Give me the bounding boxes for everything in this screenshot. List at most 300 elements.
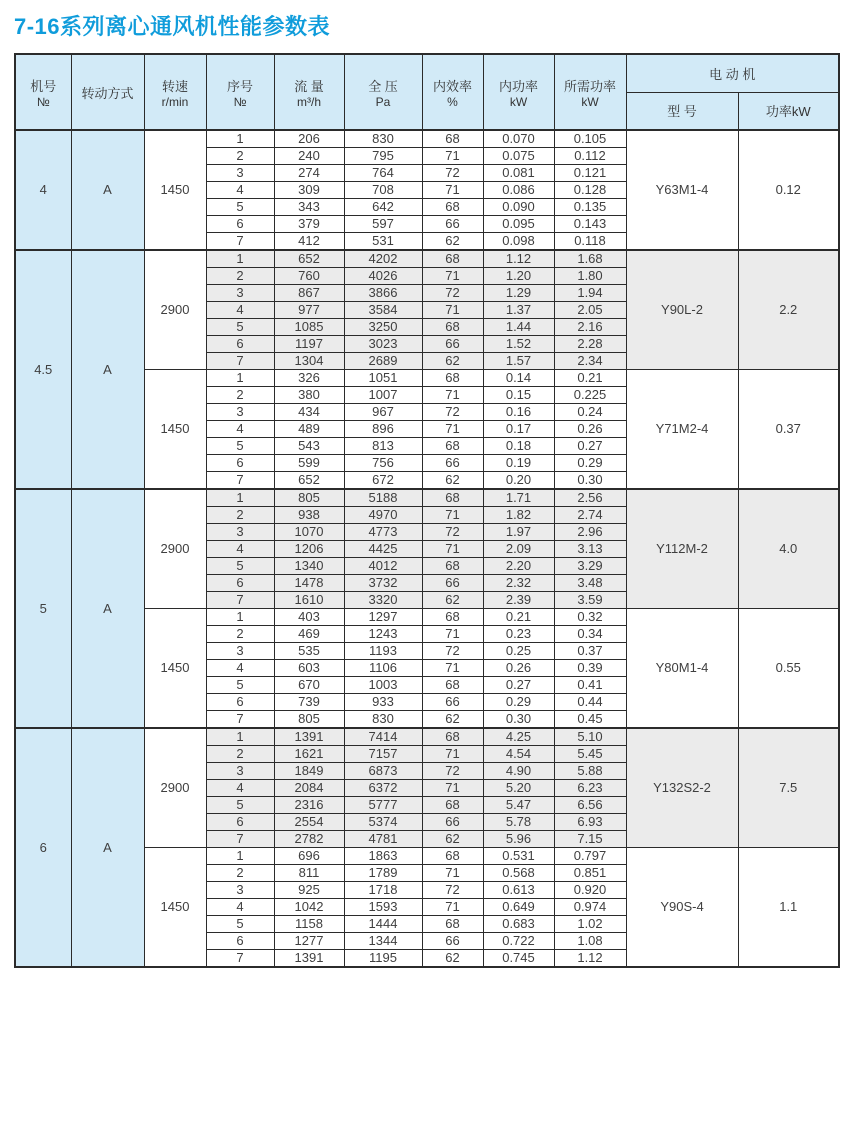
internal-power-cell: 1.71 — [483, 489, 554, 507]
pressure-cell: 1444 — [344, 916, 422, 933]
flow-cell: 867 — [274, 285, 344, 302]
serial-cell: 1 — [206, 728, 274, 746]
internal-power-cell: 0.098 — [483, 233, 554, 251]
efficiency-cell: 62 — [422, 711, 483, 729]
internal-power-cell: 0.070 — [483, 130, 554, 148]
flow-cell: 1391 — [274, 950, 344, 968]
flow-cell: 670 — [274, 677, 344, 694]
required-power-cell: 0.44 — [554, 694, 626, 711]
required-power-cell: 0.34 — [554, 626, 626, 643]
col-header-machine-no — [15, 54, 71, 130]
rotation-cell: A — [71, 489, 144, 728]
pressure-cell: 1003 — [344, 677, 422, 694]
internal-power-cell: 0.29 — [483, 694, 554, 711]
flow-cell: 2782 — [274, 831, 344, 848]
header-text: m³/h — [297, 94, 321, 109]
flow-cell: 2554 — [274, 814, 344, 831]
col-header-efficiency — [422, 54, 483, 130]
required-power-cell: 1.94 — [554, 285, 626, 302]
internal-power-cell: 0.19 — [483, 455, 554, 472]
machine-no-cell: 4 — [15, 130, 71, 250]
speed-cell: 2900 — [144, 250, 206, 370]
serial-cell: 1 — [206, 370, 274, 387]
pressure-cell: 1106 — [344, 660, 422, 677]
motor-model-cell: Y132S2-2 — [626, 728, 738, 848]
efficiency-cell: 71 — [422, 421, 483, 438]
flow-cell: 1340 — [274, 558, 344, 575]
header-row-1 — [15, 54, 839, 92]
col-header-speed — [144, 54, 206, 130]
col-header-motor-power: 功率kW — [738, 92, 839, 130]
efficiency-cell: 72 — [422, 763, 483, 780]
efficiency-cell: 71 — [422, 387, 483, 404]
internal-power-cell: 1.29 — [483, 285, 554, 302]
flow-cell: 805 — [274, 711, 344, 729]
flow-cell: 1849 — [274, 763, 344, 780]
required-power-cell: 0.26 — [554, 421, 626, 438]
efficiency-cell: 68 — [422, 130, 483, 148]
required-power-cell: 0.118 — [554, 233, 626, 251]
motor-power-cell: 7.5 — [738, 728, 839, 848]
flow-cell: 603 — [274, 660, 344, 677]
internal-power-cell: 0.30 — [483, 711, 554, 729]
flow-cell: 1391 — [274, 728, 344, 746]
flow-cell: 206 — [274, 130, 344, 148]
required-power-cell: 0.121 — [554, 165, 626, 182]
pressure-cell: 830 — [344, 711, 422, 729]
pressure-cell: 830 — [344, 130, 422, 148]
required-power-cell: 0.24 — [554, 404, 626, 421]
serial-cell: 3 — [206, 643, 274, 660]
serial-cell: 3 — [206, 285, 274, 302]
flow-cell: 1070 — [274, 524, 344, 541]
flow-cell: 599 — [274, 455, 344, 472]
serial-cell: 1 — [206, 250, 274, 268]
pressure-cell: 4970 — [344, 507, 422, 524]
required-power-cell: 0.41 — [554, 677, 626, 694]
flow-cell: 2084 — [274, 780, 344, 797]
efficiency-cell: 72 — [422, 165, 483, 182]
required-power-cell: 2.56 — [554, 489, 626, 507]
header-text: kW — [509, 94, 528, 109]
pressure-cell: 1718 — [344, 882, 422, 899]
serial-cell: 4 — [206, 421, 274, 438]
serial-cell: 4 — [206, 660, 274, 677]
required-power-cell: 0.135 — [554, 199, 626, 216]
required-power-cell: 3.29 — [554, 558, 626, 575]
required-power-cell: 0.225 — [554, 387, 626, 404]
required-power-cell: 2.16 — [554, 319, 626, 336]
flow-cell: 2316 — [274, 797, 344, 814]
flow-cell: 652 — [274, 472, 344, 490]
pressure-cell: 4781 — [344, 831, 422, 848]
required-power-cell: 0.105 — [554, 130, 626, 148]
table-body — [15, 130, 839, 967]
header-text: 机号 — [30, 78, 57, 94]
flow-cell: 1206 — [274, 541, 344, 558]
speed-cell: 1450 — [144, 370, 206, 490]
table-row — [15, 130, 839, 148]
rotation-cell: A — [71, 728, 144, 967]
internal-power-cell: 4.90 — [483, 763, 554, 780]
motor-model-cell: Y90S-4 — [626, 848, 738, 968]
internal-power-cell: 1.37 — [483, 302, 554, 319]
serial-cell: 7 — [206, 233, 274, 251]
table-row — [15, 250, 839, 268]
serial-cell: 3 — [206, 882, 274, 899]
pressure-cell: 1007 — [344, 387, 422, 404]
required-power-cell: 0.143 — [554, 216, 626, 233]
internal-power-cell: 0.17 — [483, 421, 554, 438]
required-power-cell: 1.12 — [554, 950, 626, 968]
internal-power-cell: 5.20 — [483, 780, 554, 797]
header-text: Pa — [375, 94, 391, 109]
pressure-cell: 672 — [344, 472, 422, 490]
pressure-cell: 764 — [344, 165, 422, 182]
header-text: 转速 — [161, 78, 188, 94]
speed-cell: 1450 — [144, 130, 206, 250]
serial-cell: 7 — [206, 353, 274, 370]
internal-power-cell: 5.96 — [483, 831, 554, 848]
col-header-internal-power — [483, 54, 554, 130]
header-text: 序号 — [226, 78, 253, 94]
serial-cell: 7 — [206, 592, 274, 609]
pressure-cell: 3320 — [344, 592, 422, 609]
table-row — [15, 728, 839, 746]
efficiency-cell: 66 — [422, 694, 483, 711]
flow-cell: 811 — [274, 865, 344, 882]
efficiency-cell: 72 — [422, 882, 483, 899]
pressure-cell: 3250 — [344, 319, 422, 336]
serial-cell: 3 — [206, 524, 274, 541]
flow-cell: 326 — [274, 370, 344, 387]
header-text: № — [233, 94, 247, 109]
efficiency-cell: 71 — [422, 268, 483, 285]
internal-power-cell: 1.52 — [483, 336, 554, 353]
motor-model-cell: Y71M2-4 — [626, 370, 738, 490]
internal-power-cell: 0.095 — [483, 216, 554, 233]
pressure-cell: 4425 — [344, 541, 422, 558]
internal-power-cell: 4.54 — [483, 746, 554, 763]
pressure-cell: 967 — [344, 404, 422, 421]
required-power-cell: 7.15 — [554, 831, 626, 848]
flow-cell: 274 — [274, 165, 344, 182]
pressure-cell: 5374 — [344, 814, 422, 831]
serial-cell: 2 — [206, 148, 274, 165]
efficiency-cell: 72 — [422, 524, 483, 541]
internal-power-cell: 0.568 — [483, 865, 554, 882]
efficiency-cell: 66 — [422, 336, 483, 353]
efficiency-cell: 66 — [422, 216, 483, 233]
serial-cell: 1 — [206, 609, 274, 626]
required-power-cell: 5.45 — [554, 746, 626, 763]
pressure-cell: 1195 — [344, 950, 422, 968]
serial-cell: 7 — [206, 711, 274, 729]
machine-no-cell: 5 — [15, 489, 71, 728]
internal-power-cell: 0.27 — [483, 677, 554, 694]
internal-power-cell: 5.47 — [483, 797, 554, 814]
pressure-cell: 1051 — [344, 370, 422, 387]
serial-cell: 5 — [206, 916, 274, 933]
motor-power-cell: 1.1 — [738, 848, 839, 968]
internal-power-cell: 0.21 — [483, 609, 554, 626]
col-header-flow — [274, 54, 344, 130]
flow-cell: 938 — [274, 507, 344, 524]
efficiency-cell: 71 — [422, 626, 483, 643]
flow-cell: 469 — [274, 626, 344, 643]
header-text: r/min — [161, 94, 189, 109]
col-header-required-power — [554, 54, 626, 130]
pressure-cell: 813 — [344, 438, 422, 455]
flow-cell: 343 — [274, 199, 344, 216]
serial-cell: 4 — [206, 182, 274, 199]
pressure-cell: 3584 — [344, 302, 422, 319]
flow-cell: 1610 — [274, 592, 344, 609]
pressure-cell: 4202 — [344, 250, 422, 268]
internal-power-cell: 5.78 — [483, 814, 554, 831]
col-header-serial — [206, 54, 274, 130]
serial-cell: 2 — [206, 268, 274, 285]
pressure-cell: 1297 — [344, 609, 422, 626]
flow-cell: 1621 — [274, 746, 344, 763]
efficiency-cell: 68 — [422, 370, 483, 387]
efficiency-cell: 66 — [422, 814, 483, 831]
efficiency-cell: 71 — [422, 865, 483, 882]
speed-cell: 2900 — [144, 728, 206, 848]
flow-cell: 652 — [274, 250, 344, 268]
internal-power-cell: 1.82 — [483, 507, 554, 524]
efficiency-cell: 68 — [422, 489, 483, 507]
serial-cell: 7 — [206, 831, 274, 848]
pressure-cell: 7157 — [344, 746, 422, 763]
flow-cell: 380 — [274, 387, 344, 404]
pressure-cell: 5777 — [344, 797, 422, 814]
serial-cell: 4 — [206, 302, 274, 319]
internal-power-cell: 0.649 — [483, 899, 554, 916]
flow-cell: 760 — [274, 268, 344, 285]
motor-power-cell: 0.12 — [738, 130, 839, 250]
efficiency-cell: 71 — [422, 746, 483, 763]
flow-cell: 379 — [274, 216, 344, 233]
internal-power-cell: 2.09 — [483, 541, 554, 558]
flow-cell: 543 — [274, 438, 344, 455]
pressure-cell: 597 — [344, 216, 422, 233]
required-power-cell: 6.93 — [554, 814, 626, 831]
efficiency-cell: 68 — [422, 728, 483, 746]
flow-cell: 1158 — [274, 916, 344, 933]
required-power-cell: 0.39 — [554, 660, 626, 677]
efficiency-cell: 72 — [422, 285, 483, 302]
efficiency-cell: 62 — [422, 592, 483, 609]
flow-cell: 1197 — [274, 336, 344, 353]
required-power-cell: 1.08 — [554, 933, 626, 950]
internal-power-cell: 0.15 — [483, 387, 554, 404]
serial-cell: 6 — [206, 933, 274, 950]
required-power-cell: 0.27 — [554, 438, 626, 455]
serial-cell: 7 — [206, 950, 274, 968]
internal-power-cell: 0.531 — [483, 848, 554, 865]
efficiency-cell: 62 — [422, 831, 483, 848]
flow-cell: 925 — [274, 882, 344, 899]
required-power-cell: 1.68 — [554, 250, 626, 268]
efficiency-cell: 68 — [422, 250, 483, 268]
serial-cell: 5 — [206, 199, 274, 216]
efficiency-cell: 71 — [422, 507, 483, 524]
internal-power-cell: 1.20 — [483, 268, 554, 285]
internal-power-cell: 0.081 — [483, 165, 554, 182]
internal-power-cell: 0.23 — [483, 626, 554, 643]
col-header-pressure — [344, 54, 422, 130]
serial-cell: 6 — [206, 814, 274, 831]
required-power-cell: 0.797 — [554, 848, 626, 865]
table-row — [15, 489, 839, 507]
efficiency-cell: 72 — [422, 643, 483, 660]
required-power-cell: 1.80 — [554, 268, 626, 285]
efficiency-cell: 62 — [422, 353, 483, 370]
serial-cell: 6 — [206, 216, 274, 233]
flow-cell: 1277 — [274, 933, 344, 950]
serial-cell: 2 — [206, 865, 274, 882]
serial-cell: 5 — [206, 797, 274, 814]
pressure-cell: 1344 — [344, 933, 422, 950]
internal-power-cell: 2.39 — [483, 592, 554, 609]
machine-no-cell: 6 — [15, 728, 71, 967]
internal-power-cell: 1.97 — [483, 524, 554, 541]
motor-model-cell: Y63M1-4 — [626, 130, 738, 250]
efficiency-cell: 71 — [422, 660, 483, 677]
internal-power-cell: 0.683 — [483, 916, 554, 933]
header-text: 内功率 — [498, 78, 538, 94]
serial-cell: 6 — [206, 575, 274, 592]
internal-power-cell: 0.16 — [483, 404, 554, 421]
required-power-cell: 0.30 — [554, 472, 626, 490]
internal-power-cell: 1.57 — [483, 353, 554, 370]
required-power-cell: 2.74 — [554, 507, 626, 524]
serial-cell: 2 — [206, 746, 274, 763]
required-power-cell: 3.59 — [554, 592, 626, 609]
motor-power-cell: 2.2 — [738, 250, 839, 370]
internal-power-cell: 2.32 — [483, 575, 554, 592]
serial-cell: 5 — [206, 677, 274, 694]
table-header — [15, 54, 839, 130]
pressure-cell: 4773 — [344, 524, 422, 541]
internal-power-cell: 0.090 — [483, 199, 554, 216]
flow-cell: 240 — [274, 148, 344, 165]
serial-cell: 2 — [206, 507, 274, 524]
flow-cell: 1085 — [274, 319, 344, 336]
motor-model-cell: Y80M1-4 — [626, 609, 738, 729]
pressure-cell: 3732 — [344, 575, 422, 592]
efficiency-cell: 71 — [422, 541, 483, 558]
header-text: 所需功率 — [563, 78, 616, 94]
pressure-cell: 6372 — [344, 780, 422, 797]
serial-cell: 5 — [206, 438, 274, 455]
pressure-cell: 1593 — [344, 899, 422, 916]
internal-power-cell: 0.18 — [483, 438, 554, 455]
serial-cell: 7 — [206, 472, 274, 490]
serial-cell: 4 — [206, 899, 274, 916]
required-power-cell: 5.10 — [554, 728, 626, 746]
efficiency-cell: 62 — [422, 233, 483, 251]
internal-power-cell: 0.086 — [483, 182, 554, 199]
flow-cell: 977 — [274, 302, 344, 319]
internal-power-cell: 4.25 — [483, 728, 554, 746]
serial-cell: 1 — [206, 848, 274, 865]
motor-power-cell: 0.55 — [738, 609, 839, 729]
internal-power-cell: 0.745 — [483, 950, 554, 968]
required-power-cell: 2.96 — [554, 524, 626, 541]
serial-cell: 5 — [206, 558, 274, 575]
pressure-cell: 531 — [344, 233, 422, 251]
serial-cell: 6 — [206, 455, 274, 472]
serial-cell: 2 — [206, 387, 274, 404]
flow-cell: 535 — [274, 643, 344, 660]
flow-cell: 1304 — [274, 353, 344, 370]
required-power-cell: 0.920 — [554, 882, 626, 899]
efficiency-cell: 68 — [422, 609, 483, 626]
internal-power-cell: 1.12 — [483, 250, 554, 268]
pressure-cell: 1243 — [344, 626, 422, 643]
flow-cell: 309 — [274, 182, 344, 199]
efficiency-cell: 68 — [422, 916, 483, 933]
header-text: № — [36, 94, 50, 109]
internal-power-cell: 0.20 — [483, 472, 554, 490]
required-power-cell: 3.13 — [554, 541, 626, 558]
internal-power-cell: 2.20 — [483, 558, 554, 575]
flow-cell: 1478 — [274, 575, 344, 592]
motor-power-cell: 0.37 — [738, 370, 839, 490]
pressure-cell: 2689 — [344, 353, 422, 370]
required-power-cell: 3.48 — [554, 575, 626, 592]
required-power-cell: 0.32 — [554, 609, 626, 626]
efficiency-cell: 68 — [422, 319, 483, 336]
efficiency-cell: 71 — [422, 899, 483, 916]
speed-cell: 1450 — [144, 609, 206, 729]
required-power-cell: 2.05 — [554, 302, 626, 319]
page-title: 7-16系列离心通风机性能参数表 — [14, 14, 331, 39]
pressure-cell: 7414 — [344, 728, 422, 746]
serial-cell: 3 — [206, 763, 274, 780]
header-text: % — [447, 94, 458, 109]
pressure-cell: 708 — [344, 182, 422, 199]
required-power-cell: 0.851 — [554, 865, 626, 882]
flow-cell: 1042 — [274, 899, 344, 916]
col-header-motor-group: 电 动 机 — [626, 54, 839, 92]
motor-power-cell: 4.0 — [738, 489, 839, 609]
pressure-cell: 6873 — [344, 763, 422, 780]
pressure-cell: 1193 — [344, 643, 422, 660]
internal-power-cell: 0.14 — [483, 370, 554, 387]
fan-performance-table — [14, 53, 840, 968]
required-power-cell: 2.34 — [554, 353, 626, 370]
efficiency-cell: 71 — [422, 182, 483, 199]
serial-cell: 6 — [206, 336, 274, 353]
pressure-cell: 795 — [344, 148, 422, 165]
internal-power-cell: 1.44 — [483, 319, 554, 336]
motor-model-cell: Y112M-2 — [626, 489, 738, 609]
pressure-cell: 896 — [344, 421, 422, 438]
serial-cell: 4 — [206, 780, 274, 797]
header-text: kW — [581, 94, 599, 109]
flow-cell: 739 — [274, 694, 344, 711]
efficiency-cell: 66 — [422, 455, 483, 472]
speed-cell: 1450 — [144, 848, 206, 968]
machine-no-cell: 4.5 — [15, 250, 71, 489]
efficiency-cell: 71 — [422, 148, 483, 165]
serial-cell: 2 — [206, 626, 274, 643]
efficiency-cell: 72 — [422, 404, 483, 421]
col-header-rotation — [71, 54, 144, 130]
